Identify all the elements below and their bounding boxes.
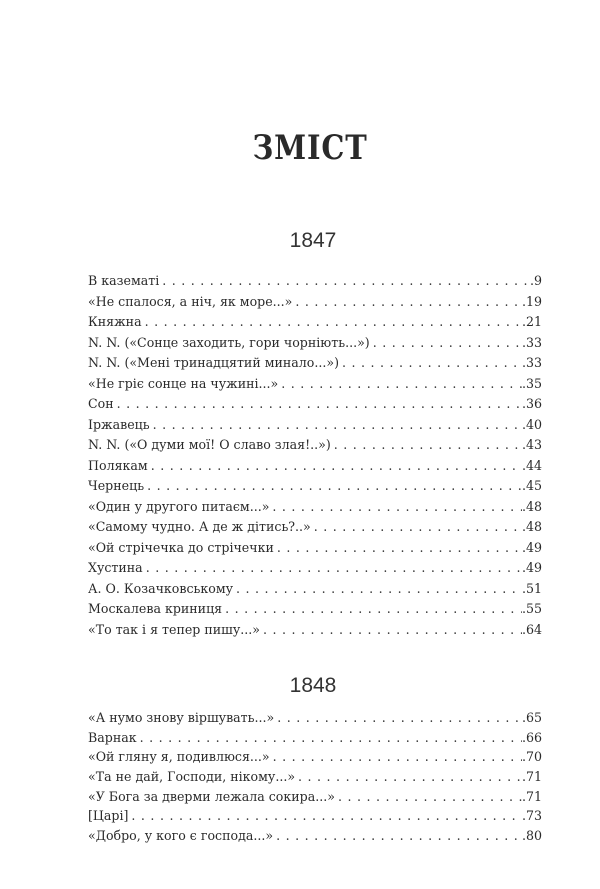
dot-leader	[145, 314, 522, 329]
dot-leader	[131, 808, 522, 823]
toc-entry[interactable]	[88, 730, 542, 750]
dot-leader	[334, 437, 522, 452]
toc-entry[interactable]	[88, 519, 542, 540]
dot-leader	[298, 769, 522, 784]
toc-entry-title: «Один у другого питаєм...»	[88, 498, 270, 514]
toc-entry-title: «Добро, у кого є господа...»	[88, 828, 274, 844]
toc-entry-title: «У Бога за дверми лежала сокира...»	[88, 788, 335, 804]
toc-entry-title: Москалева криниця	[88, 601, 223, 616]
toc-entry-page: . 51	[522, 581, 542, 596]
toc-entry[interactable]	[88, 273, 542, 294]
toc-entry-page: . 71	[522, 769, 542, 784]
toc-entry[interactable]	[88, 335, 542, 356]
dot-leader	[314, 519, 522, 534]
toc-list-1848	[88, 710, 542, 848]
toc-entry-page: . 43	[522, 437, 542, 452]
toc-entry[interactable]	[88, 458, 542, 479]
dot-leader	[147, 478, 522, 493]
toc-entry[interactable]	[88, 376, 542, 397]
toc-entry[interactable]	[88, 581, 542, 602]
dot-leader	[281, 376, 522, 391]
toc-entry-page: . 33	[522, 335, 542, 350]
toc-entry-title: N. N. («Сонце заходить, гори чорніють...»)	[88, 334, 370, 350]
toc-entry-page: . 36	[522, 396, 542, 411]
toc-entry-title: Хустина	[88, 560, 143, 575]
toc-entry-title: Варнак	[88, 729, 137, 745]
toc-entry[interactable]	[88, 396, 542, 417]
toc-entry-page: . 49	[522, 560, 542, 575]
toc-entry-title: «Ой гляну я, подивлюся...»	[88, 749, 270, 765]
toc-entry[interactable]	[88, 437, 542, 458]
toc-entry-title: «Та не дай, Господи, нікому...»	[88, 769, 296, 785]
toc-entry[interactable]	[88, 560, 542, 581]
toc-entry[interactable]	[88, 314, 542, 335]
dot-leader	[162, 273, 530, 288]
section-year-1847: 1847	[289, 229, 337, 252]
toc-entry-title: [Царі]	[88, 808, 129, 824]
dot-leader	[117, 396, 522, 411]
toc-entry[interactable]	[88, 601, 542, 622]
dot-leader	[140, 730, 522, 745]
toc-entry-title: «То так і я тепер пишу...»	[88, 621, 260, 637]
section-year-1848: 1848	[289, 674, 337, 697]
toc-entry-title: N. N. («О думи мої! О славо злая!..»)	[88, 437, 331, 452]
toc-entry-page: . 40	[522, 417, 542, 432]
toc-entry[interactable]	[88, 808, 542, 828]
toc-entry-page: . 64	[522, 622, 542, 637]
toc-entry-page: . 33	[522, 355, 542, 370]
toc-entry-title: Княжна	[88, 314, 142, 329]
toc-entry-title: «Не гріє сонце на чужині...»	[88, 375, 279, 391]
dot-leader	[276, 828, 522, 843]
toc-entry-title: «Самому чудно. А де ж дітись?..»	[88, 519, 311, 534]
toc-entry[interactable]	[88, 499, 542, 520]
dot-leader	[373, 335, 522, 350]
dot-leader	[151, 458, 522, 473]
dot-leader	[295, 294, 522, 309]
toc-entry[interactable]	[88, 294, 542, 315]
toc-entry[interactable]	[88, 828, 542, 848]
toc-entry-page: . 35	[522, 376, 542, 391]
toc-entry-title: В казематі	[88, 273, 160, 288]
toc-entry-page: . 65	[522, 710, 542, 725]
dot-leader	[277, 710, 522, 725]
dot-leader	[342, 355, 522, 370]
dot-leader	[338, 789, 522, 804]
toc-entry-page: . 49	[522, 540, 542, 555]
toc-entry-page: . 44	[522, 458, 542, 473]
toc-entry-page: . 55	[522, 601, 542, 616]
dot-leader	[273, 749, 522, 764]
dot-leader	[146, 560, 522, 575]
dot-leader	[236, 581, 522, 596]
toc-entry[interactable]	[88, 622, 542, 643]
toc-entry[interactable]	[88, 478, 542, 499]
toc-entry[interactable]	[88, 417, 542, 438]
toc-entry-page: . 45	[522, 478, 542, 493]
dot-leader	[277, 540, 522, 555]
toc-entry[interactable]	[88, 749, 542, 769]
page-title: ЗМІСТ	[252, 128, 368, 168]
dot-leader	[153, 417, 522, 432]
dot-leader	[272, 499, 522, 514]
toc-entry-page: . 73	[522, 808, 542, 823]
toc-entry-title: Полякам	[88, 457, 148, 473]
dot-leader	[225, 601, 522, 616]
toc-entry[interactable]	[88, 769, 542, 789]
dot-leader	[263, 622, 522, 637]
toc-entry-title: Іржавець	[88, 416, 150, 432]
toc-entry[interactable]	[88, 789, 542, 809]
toc-entry-title: «А нумо знову віршувать...»	[88, 710, 275, 725]
toc-entry-page: . 48	[522, 499, 542, 514]
toc-entry-page: . 21	[522, 314, 542, 329]
toc-entry-page: . 66	[522, 730, 542, 745]
toc-entry-title: «Не спалося, а ніч, як море...»	[88, 293, 293, 309]
toc-entry-page: . 70	[522, 749, 542, 764]
toc-entry[interactable]	[88, 355, 542, 376]
toc-entry-title: N. N. («Мені тринадцятий минало...»)	[88, 355, 340, 370]
toc-entry[interactable]	[88, 710, 542, 730]
toc-entry-title: «Ой стрічечка до стрічечки	[88, 539, 274, 555]
toc-entry-page: . 80	[522, 828, 542, 843]
toc-entry-page: . 9	[530, 273, 542, 288]
toc-entry-page: . 71	[522, 789, 542, 804]
toc-list-1847	[88, 273, 542, 642]
toc-entry-title: А. О. Козачковському	[88, 580, 234, 596]
toc-entry-page: . 19	[522, 294, 542, 309]
toc-entry-title: Чернець	[88, 478, 145, 493]
toc-entry-page: . 48	[522, 519, 542, 534]
toc-entry[interactable]	[88, 540, 542, 561]
toc-entry-title: Сон	[88, 396, 114, 411]
